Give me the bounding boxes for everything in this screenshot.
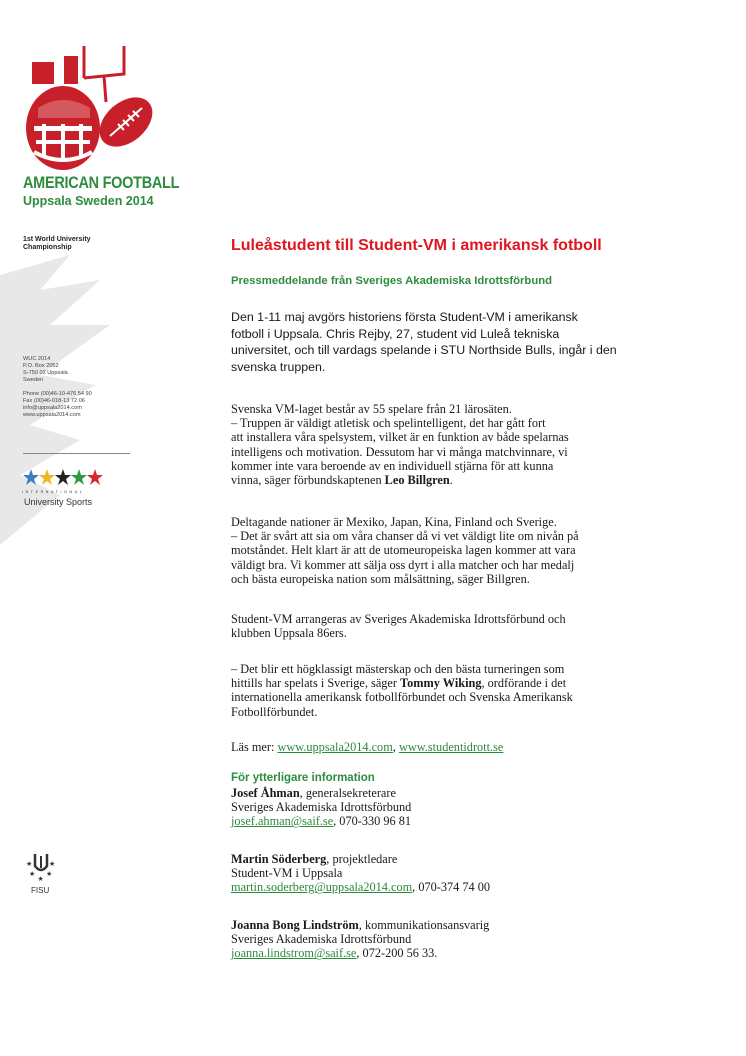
lead-paragraph: [231, 309, 671, 375]
email-line: info@uppsala2014.com: [23, 405, 82, 411]
university-sports-label: University Sports: [24, 497, 93, 507]
address-block: [23, 356, 92, 419]
text-line: intelligens och motivation. Dessutom har vi många matchvinnare, vi: [231, 444, 568, 459]
fax-line: Fax (00)46-018-13 72 06: [23, 398, 85, 404]
address-line: P.O. Box 2052: [23, 363, 59, 369]
text-line: att installera våra spelsystem, vilket är en funktion av både spelarnas: [231, 430, 569, 445]
contact-email-line: [231, 946, 671, 960]
contact-role: , projektledare: [326, 852, 398, 866]
headline: Luleåstudent till Student-VM i amerikansk fotboll: [231, 237, 602, 254]
international-label: INTERNATIONAL: [22, 490, 85, 494]
contact-org: Sveriges Akademiska Idrottsförbund: [231, 800, 412, 815]
svg-text:★: ★: [49, 860, 56, 868]
phone-line: Phone (00)46-10-476 54 90: [23, 391, 92, 397]
text-line: – Det blir ett högklassigt mästerskap och den bästa turneringen som: [231, 662, 565, 676]
contact-email-line: [231, 880, 671, 894]
text-line: – Det är svårt att sia om våra chanser då vi vet väldigt lite om nivån på: [231, 529, 579, 544]
svg-text:★: ★: [37, 875, 44, 882]
text-line: universitet, och till vardags spelande i STU Northside Bulls, ingår i den: [231, 343, 617, 358]
spacer: [23, 384, 92, 391]
address-line: Sweden: [23, 377, 44, 383]
text-line: internationella amerikansk fotbollförbundet och Svenska Amerikansk: [231, 690, 573, 705]
contact-name-line: [231, 852, 671, 866]
contact-org: Sveriges Akademiska Idrottsförbund: [231, 932, 412, 947]
contact-email-link[interactable]: joanna.lindstrom@saif.se: [231, 946, 357, 961]
text-line: Svenska VM-laget består av 55 spelare från 21 lärosäten.: [231, 402, 512, 416]
text-line: [231, 473, 671, 487]
championship-label: 1st World University Championship: [23, 236, 91, 251]
text-line: Den 1-11 maj avgörs historiens första Student-VM i amerikansk: [231, 310, 578, 324]
contact-name-line: [231, 918, 671, 932]
address-line: WUC 2014: [23, 356, 51, 362]
text-line: Fotbollförbundet.: [231, 704, 318, 719]
text-line: Student-VM arrangeras av Sveriges Akademiska Idrottsförbund och: [231, 612, 566, 626]
contact-name: Martin Söderberg: [231, 852, 327, 866]
text-segment: hittills har spelats i Sverige, säger: [231, 676, 401, 691]
text-line: kommer inte vara beroende av en individuell stjärna för att kunna: [231, 458, 554, 473]
paragraph-organizer: [231, 612, 671, 640]
football-helmet-logo: [20, 40, 180, 180]
text-segment: .: [449, 473, 453, 488]
text-segment: vinna, säger förbundskaptenen: [231, 473, 385, 488]
contact-email-link[interactable]: martin.soderberg@uppsala2014.com: [231, 880, 413, 895]
contact-name-line: [231, 786, 671, 800]
contact-phone: , 070-374 74 00: [412, 880, 491, 895]
paragraph-team: [231, 402, 671, 487]
address-line: S-750 02 Uppsala: [23, 370, 68, 376]
brand-subtitle: Uppsala Sweden 2014: [23, 194, 154, 208]
contact-card: [231, 918, 671, 961]
fisu-logo-icon: [26, 852, 56, 882]
text-line: väldigt bra. Vi kommer att sälja oss dyrt i alla matcher och har medalj: [231, 557, 575, 572]
text-line: Deltagande nationer är Mexiko, Japan, Kina, Finland och Sverige.: [231, 515, 557, 529]
sidebar: [0, 0, 180, 1056]
divider: [23, 453, 130, 454]
read-more-line: [231, 740, 671, 754]
contact-card: [231, 852, 671, 895]
person-name: Leo Billgren: [384, 473, 450, 488]
contact-name: Josef Åhman: [231, 786, 300, 800]
text-line: motståndet. Helt klart är att de utomeuropeiska lagen kommer att vara: [231, 543, 576, 558]
university-sports-stars-icon: [23, 469, 103, 485]
text-segment: , ordförande i det: [481, 676, 567, 691]
website-line: www.uppsala2014.com: [23, 412, 81, 418]
contact-role: , generalsekreterare: [299, 786, 396, 800]
fisu-label: FISU: [31, 886, 50, 895]
text-line: [231, 676, 671, 690]
contact-phone: , 072-200 56 33.: [356, 946, 438, 961]
text-line: klubben Uppsala 86ers.: [231, 626, 347, 641]
text-line: och bästa europeiska nation som målsättning, säger Billgren.: [231, 571, 530, 586]
contact-role: , kommunikationsansvarig: [358, 918, 490, 932]
text-line: fotboll i Uppsala. Chris Rejby, 27, student vid Luleå tekniska: [231, 326, 560, 341]
uppsala2014-link[interactable]: www.uppsala2014.com: [277, 740, 393, 754]
svg-text:★: ★: [46, 870, 53, 878]
read-more-label: Läs mer:: [231, 740, 278, 754]
contact-phone: , 070-330 96 81: [333, 814, 412, 829]
contact-card: [231, 786, 671, 829]
contact-name: Joanna Bong Lindström: [231, 918, 359, 932]
contact-email-link[interactable]: josef.ahman@saif.se: [231, 814, 334, 829]
paragraph-nations: [231, 515, 671, 586]
paragraph-quote: [231, 662, 671, 719]
text-line: – Truppen är väldigt atletisk och spelintelligent, det har gått fort: [231, 416, 546, 431]
text-line: svenska truppen.: [231, 359, 326, 374]
svg-text:★: ★: [29, 870, 36, 878]
brand-title: AMERICAN FOOTBALL: [23, 173, 180, 192]
contact-email-line: [231, 814, 671, 828]
contact-org: Student-VM i Uppsala: [231, 866, 343, 881]
contact-heading: För ytterligare information: [231, 772, 375, 784]
subheadline: Pressmeddelande från Sveriges Akademiska Idrottsförbund: [231, 275, 553, 287]
separator: ,: [392, 740, 399, 754]
svg-text:★: ★: [26, 860, 33, 868]
read-more: [231, 740, 671, 754]
studentidrott-link[interactable]: www.studentidrott.se: [398, 740, 504, 754]
person-name: Tommy Wiking: [400, 676, 482, 691]
